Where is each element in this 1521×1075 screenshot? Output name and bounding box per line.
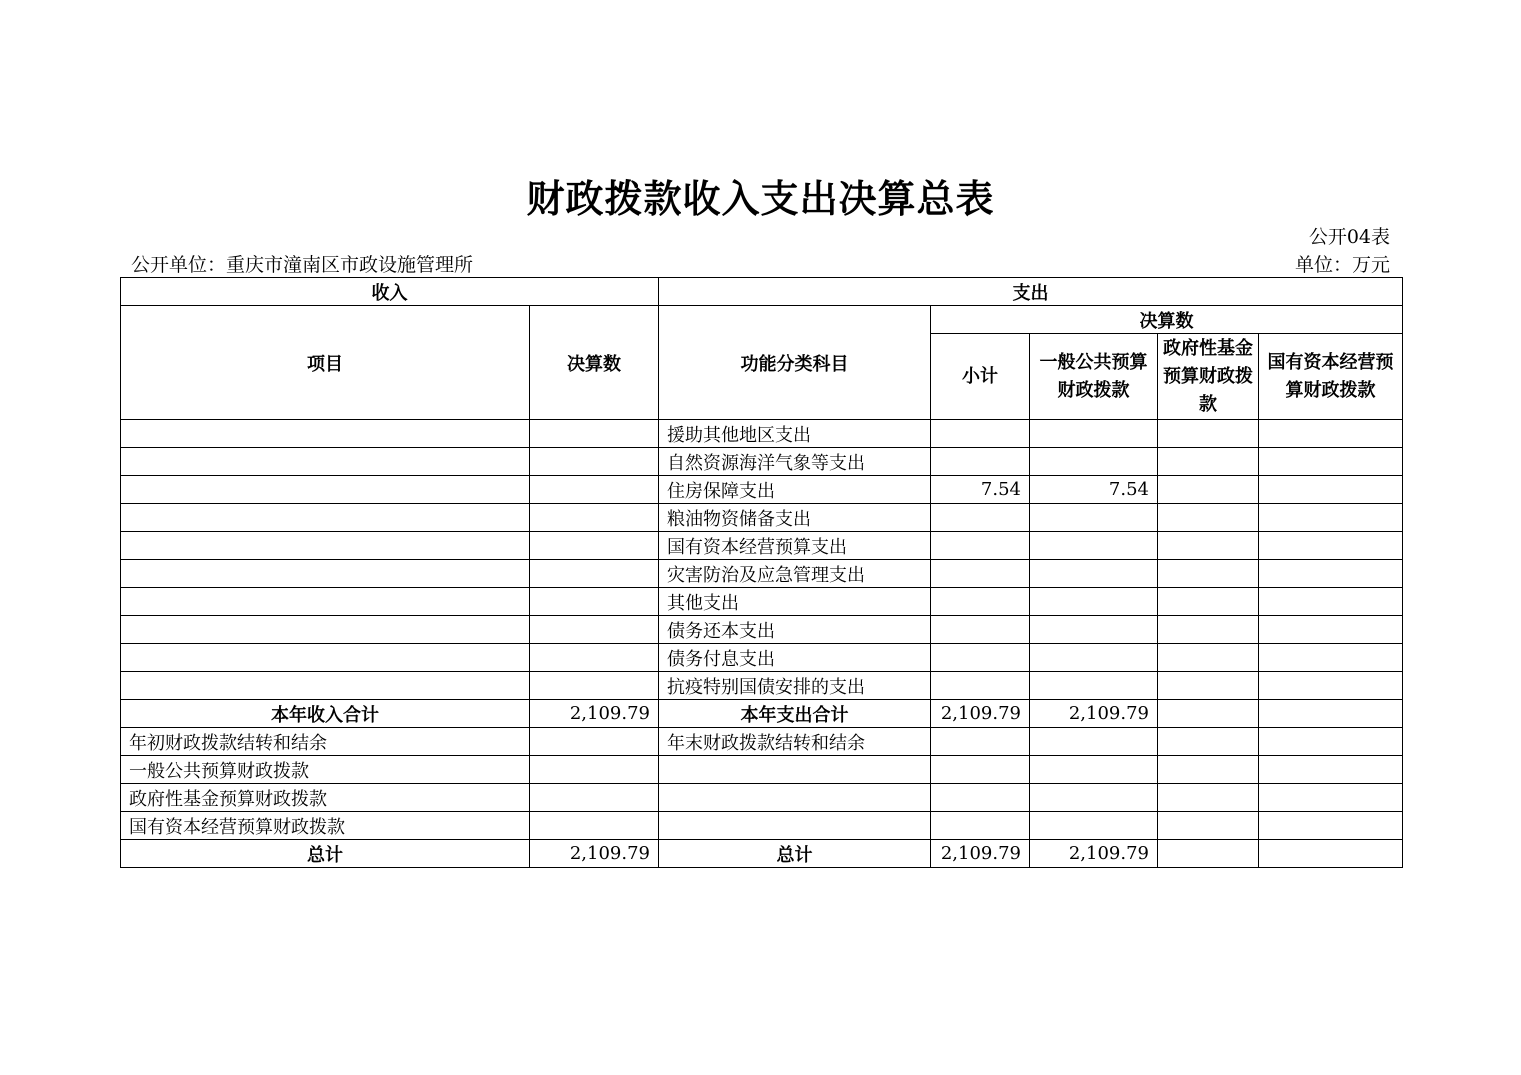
cell-general: 7.54 — [1030, 476, 1158, 504]
table-row — [121, 700, 1403, 728]
state-capital-header: 国有资本经营预算财政拨款 — [1259, 334, 1403, 420]
cell-state-capital — [1259, 672, 1403, 700]
cell-state-capital — [1259, 756, 1403, 784]
cell-subtotal: 7.54 — [931, 476, 1030, 504]
cell-state-capital — [1259, 560, 1403, 588]
cell-gov-fund — [1158, 840, 1259, 868]
table-row — [121, 672, 1403, 700]
cell-func: 粮油物资储备支出 — [659, 504, 931, 532]
cell-general — [1030, 588, 1158, 616]
table-row — [121, 532, 1403, 560]
cell-subtotal — [931, 616, 1030, 644]
cell-amount — [530, 756, 659, 784]
cell-amount — [530, 420, 659, 448]
cell-amount: 2,109.79 — [530, 840, 659, 868]
table-row — [121, 420, 1403, 448]
cell-amount — [530, 476, 659, 504]
cell-subtotal — [931, 532, 1030, 560]
cell-general — [1030, 812, 1158, 840]
cell-func: 抗疫特别国债安排的支出 — [659, 672, 931, 700]
reporting-unit: 公开单位：重庆市潼南区市政设施管理所 — [131, 254, 474, 276]
gov-fund-header: 政府性基金预算财政拨款 — [1158, 334, 1259, 420]
cell-amount — [530, 672, 659, 700]
cell-item — [121, 532, 530, 560]
cell-gov-fund — [1158, 616, 1259, 644]
cell-state-capital — [1259, 476, 1403, 504]
cell-item — [121, 588, 530, 616]
cell-item: 年初财政拨款结转和结余 — [121, 728, 530, 756]
cell-subtotal — [931, 784, 1030, 812]
cell-gov-fund — [1158, 756, 1259, 784]
cell-item: 本年收入合计 — [121, 700, 530, 728]
table-row — [121, 784, 1403, 812]
cell-general — [1030, 672, 1158, 700]
cell-general: 2,109.79 — [1030, 840, 1158, 868]
cell-gov-fund — [1158, 532, 1259, 560]
cell-amount — [530, 644, 659, 672]
settlement-header: 决算数 — [931, 306, 1403, 334]
cell-state-capital — [1259, 420, 1403, 448]
cell-gov-fund — [1158, 476, 1259, 504]
cell-state-capital — [1259, 532, 1403, 560]
table-row — [121, 448, 1403, 476]
cell-gov-fund — [1158, 504, 1259, 532]
cell-func: 本年支出合计 — [659, 700, 931, 728]
income-header: 收入 — [121, 278, 659, 306]
cell-state-capital — [1259, 700, 1403, 728]
cell-amount — [530, 448, 659, 476]
cell-func: 债务还本支出 — [659, 616, 931, 644]
cell-subtotal — [931, 728, 1030, 756]
table-row — [121, 812, 1403, 840]
cell-gov-fund — [1158, 448, 1259, 476]
table-row — [121, 476, 1403, 504]
cell-amount — [530, 784, 659, 812]
cell-func: 债务付息支出 — [659, 644, 931, 672]
cell-general — [1030, 532, 1158, 560]
cell-func: 其他支出 — [659, 588, 931, 616]
table-row — [121, 756, 1403, 784]
cell-state-capital — [1259, 644, 1403, 672]
cell-state-capital — [1259, 728, 1403, 756]
cell-func — [659, 812, 931, 840]
cell-subtotal — [931, 448, 1030, 476]
cell-item — [121, 420, 530, 448]
cell-amount — [530, 532, 659, 560]
cell-func: 总计 — [659, 840, 931, 868]
cell-amount — [530, 504, 659, 532]
cell-amount — [530, 560, 659, 588]
cell-gov-fund — [1158, 728, 1259, 756]
cell-subtotal: 2,109.79 — [931, 840, 1030, 868]
cell-gov-fund — [1158, 560, 1259, 588]
cell-amount — [530, 728, 659, 756]
cell-general — [1030, 504, 1158, 532]
page-title: 财政拨款收入支出决算总表 — [526, 177, 995, 221]
cell-subtotal — [931, 812, 1030, 840]
cell-item — [121, 448, 530, 476]
cell-state-capital — [1259, 588, 1403, 616]
cell-gov-fund — [1158, 700, 1259, 728]
cell-state-capital — [1259, 840, 1403, 868]
cell-state-capital — [1259, 448, 1403, 476]
cell-func: 年末财政拨款结转和结余 — [659, 728, 931, 756]
budget-table — [120, 277, 1403, 868]
cell-gov-fund — [1158, 420, 1259, 448]
cell-item: 政府性基金预算财政拨款 — [121, 784, 530, 812]
cell-general — [1030, 448, 1158, 476]
cell-amount — [530, 616, 659, 644]
cell-subtotal: 2,109.79 — [931, 700, 1030, 728]
cell-gov-fund — [1158, 812, 1259, 840]
cell-func: 国有资本经营预算支出 — [659, 532, 931, 560]
cell-general — [1030, 420, 1158, 448]
table-row — [121, 840, 1403, 868]
cell-item — [121, 504, 530, 532]
subtotal-header: 小计 — [931, 334, 1030, 420]
table-row — [121, 616, 1403, 644]
cell-subtotal — [931, 644, 1030, 672]
form-number: 公开04表 — [1308, 226, 1390, 248]
general-budget-header: 一般公共预算财政拨款 — [1030, 334, 1158, 420]
cell-item — [121, 672, 530, 700]
cell-func: 援助其他地区支出 — [659, 420, 931, 448]
cell-func: 自然资源海洋气象等支出 — [659, 448, 931, 476]
cell-func: 住房保障支出 — [659, 476, 931, 504]
cell-subtotal — [931, 420, 1030, 448]
cell-subtotal — [931, 504, 1030, 532]
cell-amount: 2,109.79 — [530, 700, 659, 728]
amount-header: 决算数 — [530, 306, 659, 420]
item-header: 项目 — [121, 306, 530, 420]
cell-item: 一般公共预算财政拨款 — [121, 756, 530, 784]
table-row — [121, 588, 1403, 616]
cell-gov-fund — [1158, 672, 1259, 700]
cell-general — [1030, 728, 1158, 756]
cell-gov-fund — [1158, 784, 1259, 812]
cell-item — [121, 560, 530, 588]
cell-item: 总计 — [121, 840, 530, 868]
cell-subtotal — [931, 672, 1030, 700]
cell-amount — [530, 812, 659, 840]
cell-func — [659, 784, 931, 812]
cell-general — [1030, 644, 1158, 672]
cell-general — [1030, 616, 1158, 644]
cell-amount — [530, 588, 659, 616]
cell-gov-fund — [1158, 588, 1259, 616]
cell-state-capital — [1259, 504, 1403, 532]
cell-subtotal — [931, 560, 1030, 588]
cell-item — [121, 476, 530, 504]
cell-state-capital — [1259, 616, 1403, 644]
func-class-header: 功能分类科目 — [659, 306, 931, 420]
table-row — [121, 560, 1403, 588]
cell-gov-fund — [1158, 644, 1259, 672]
cell-general — [1030, 560, 1158, 588]
cell-state-capital — [1259, 812, 1403, 840]
cell-func: 灾害防治及应急管理支出 — [659, 560, 931, 588]
expense-header: 支出 — [659, 278, 1403, 306]
cell-general: 2,109.79 — [1030, 700, 1158, 728]
cell-general — [1030, 756, 1158, 784]
cell-func — [659, 756, 931, 784]
table-row — [121, 644, 1403, 672]
cell-general — [1030, 784, 1158, 812]
cell-item: 国有资本经营预算财政拨款 — [121, 812, 530, 840]
cell-item — [121, 616, 530, 644]
cell-item — [121, 644, 530, 672]
table-row — [121, 504, 1403, 532]
cell-subtotal — [931, 756, 1030, 784]
cell-state-capital — [1259, 784, 1403, 812]
currency-unit: 单位：万元 — [1294, 254, 1390, 276]
cell-subtotal — [931, 588, 1030, 616]
table-row — [121, 728, 1403, 756]
